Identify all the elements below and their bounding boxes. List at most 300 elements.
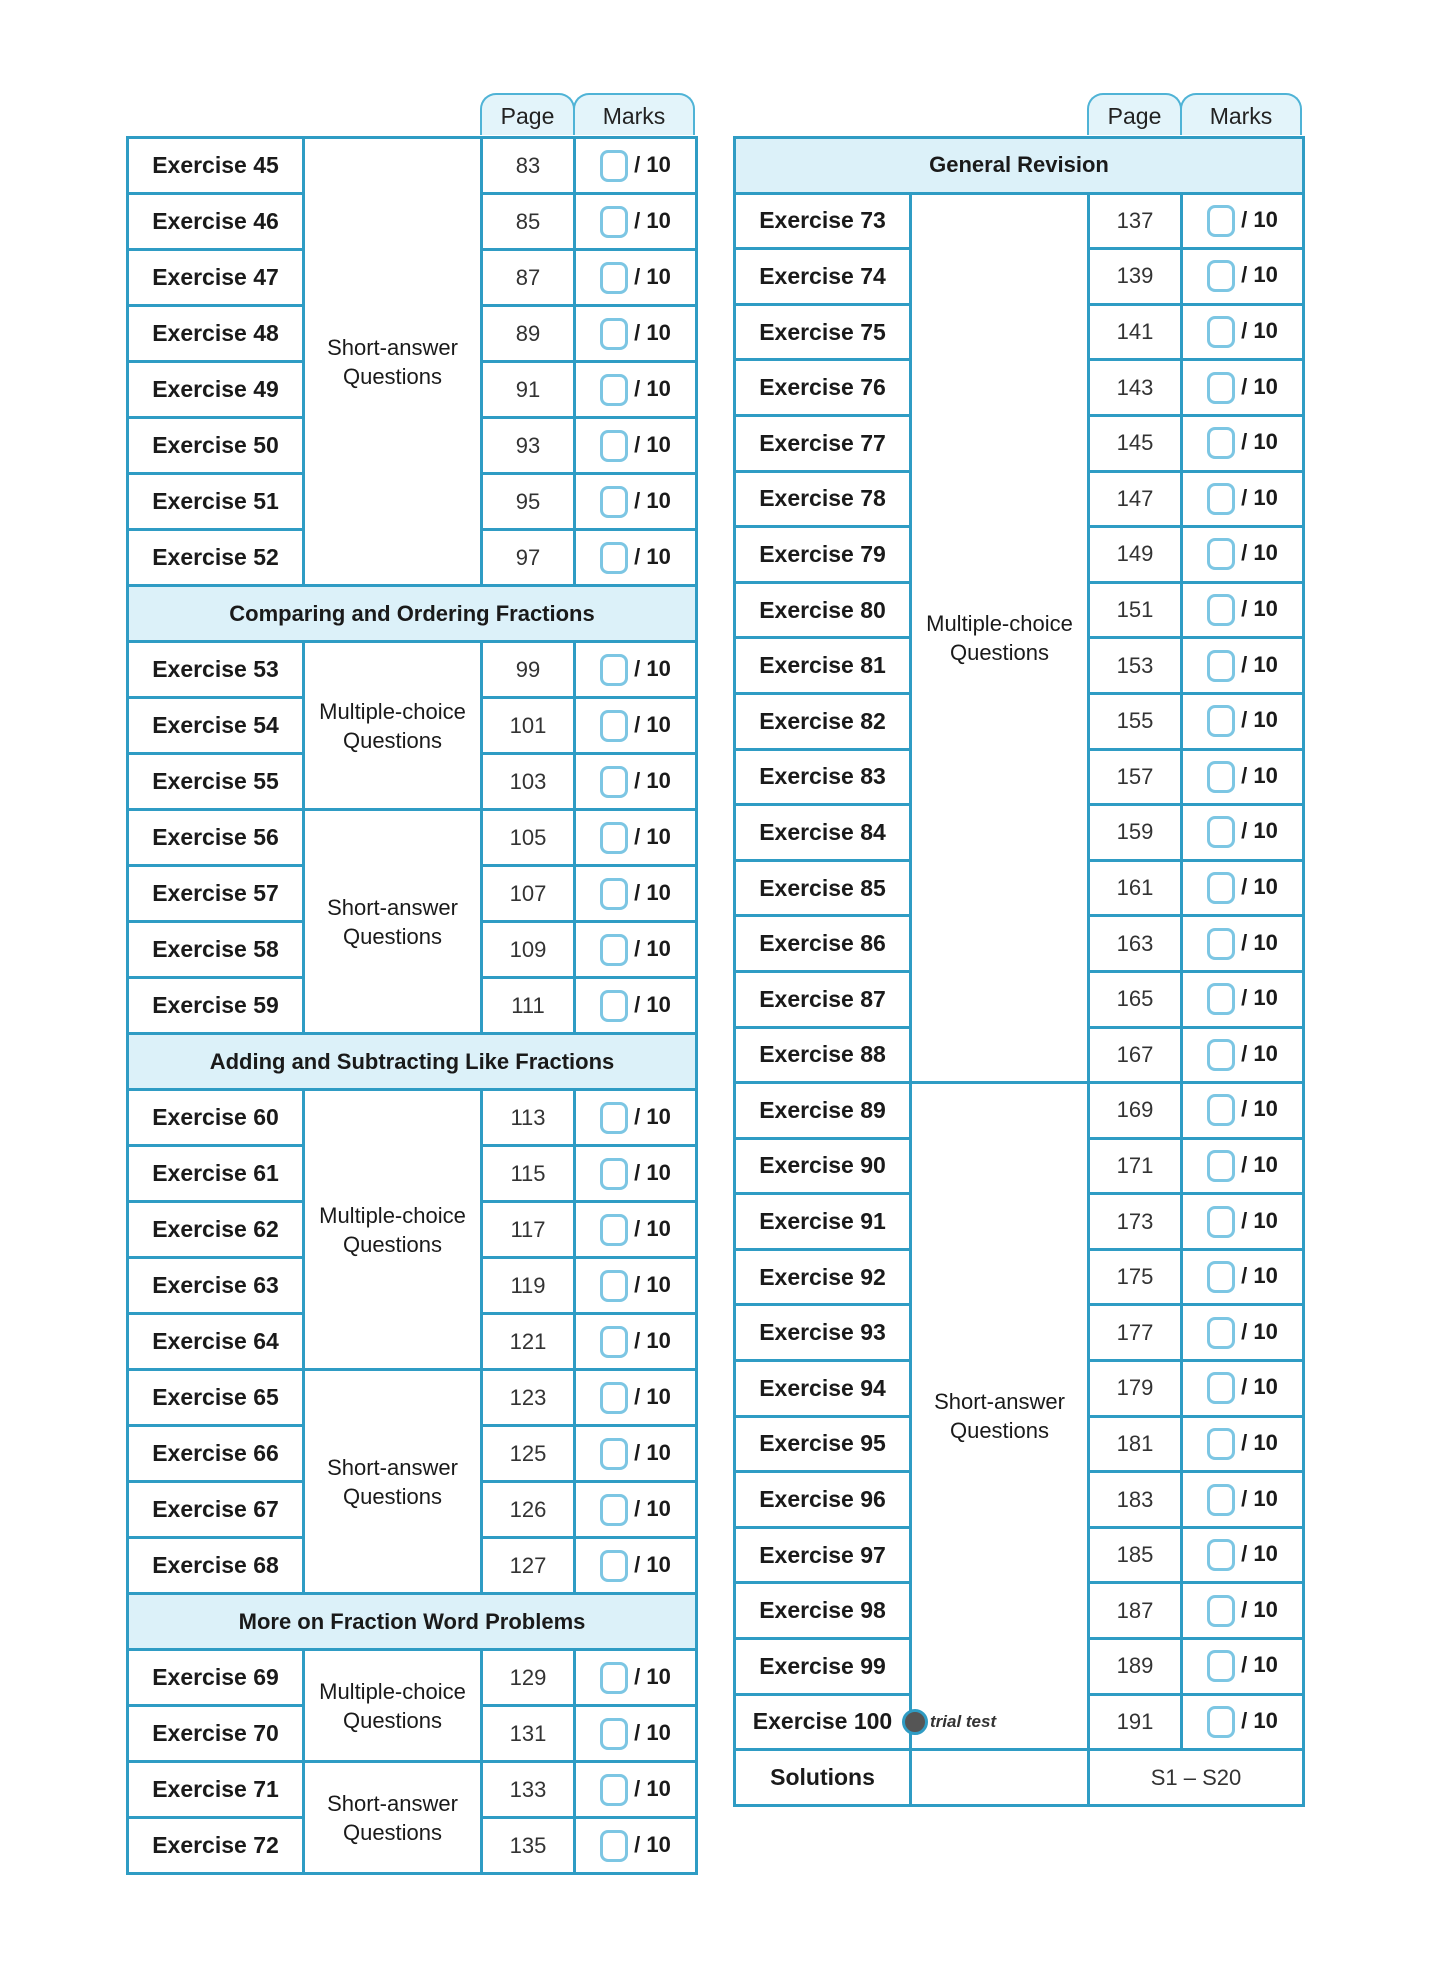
exercise-name: Exercise 68 bbox=[152, 1552, 279, 1578]
exercise-label bbox=[735, 527, 911, 583]
marks-input-box[interactable] bbox=[600, 1382, 628, 1414]
marks-total: / 10 bbox=[634, 1383, 671, 1409]
page-number: 143 bbox=[1089, 360, 1182, 416]
marks-input-box[interactable] bbox=[600, 878, 628, 910]
exercise-name: Exercise 97 bbox=[759, 1541, 886, 1568]
marks-input-box[interactable] bbox=[600, 654, 628, 686]
marks-total: / 10 bbox=[1241, 1540, 1278, 1566]
exercise-label bbox=[735, 1694, 997, 1750]
marks-input-box[interactable] bbox=[1207, 1150, 1235, 1182]
marks-total: / 10 bbox=[1241, 1318, 1278, 1344]
exercise-label bbox=[735, 1472, 911, 1528]
page-number: 115 bbox=[482, 1146, 575, 1202]
exercise-name: Exercise 81 bbox=[759, 652, 886, 679]
marks-input-box[interactable] bbox=[600, 766, 628, 798]
exercise-name: Exercise 49 bbox=[152, 376, 279, 402]
exercise-name: Exercise 87 bbox=[759, 985, 886, 1012]
marks-input-box[interactable] bbox=[600, 1774, 628, 1806]
exercise-name: Exercise 47 bbox=[152, 264, 279, 290]
marks-input-box[interactable] bbox=[1207, 1595, 1235, 1627]
exercise-label bbox=[735, 1583, 911, 1639]
marks-total: / 10 bbox=[634, 1551, 671, 1577]
marks-input-box[interactable] bbox=[600, 262, 628, 294]
empty-cell bbox=[911, 1750, 1089, 1806]
marks-cell bbox=[575, 418, 697, 474]
exercise-name: Exercise 63 bbox=[152, 1272, 279, 1298]
marks-cell bbox=[575, 306, 697, 362]
exercise-label bbox=[128, 138, 304, 194]
marks-total: / 10 bbox=[634, 543, 671, 569]
marks-input-box[interactable] bbox=[600, 374, 628, 406]
exercise-name: Exercise 53 bbox=[152, 656, 279, 682]
marks-total: / 10 bbox=[1241, 873, 1278, 899]
page-number: 181 bbox=[1089, 1416, 1182, 1472]
page-number: 99 bbox=[482, 642, 575, 698]
exercise-name: Exercise 93 bbox=[759, 1319, 886, 1346]
exercise-name: Exercise 75 bbox=[759, 318, 886, 345]
page-number: 145 bbox=[1089, 415, 1182, 471]
marks-total: / 10 bbox=[1241, 651, 1278, 677]
exercise-name: Exercise 67 bbox=[152, 1496, 279, 1522]
exercise-label bbox=[735, 1138, 911, 1194]
marks-total: / 10 bbox=[1241, 595, 1278, 621]
marks-cell bbox=[1182, 860, 1304, 916]
marks-cell bbox=[575, 922, 697, 978]
marks-input-box[interactable] bbox=[1207, 260, 1235, 292]
exercise-label bbox=[735, 860, 911, 916]
marks-total: / 10 bbox=[1241, 707, 1278, 733]
page-number: 103 bbox=[482, 754, 575, 810]
marks-total: / 10 bbox=[634, 1719, 671, 1745]
page-column-header: Page bbox=[1087, 93, 1182, 135]
marks-cell bbox=[1182, 971, 1304, 1027]
exercise-label bbox=[735, 1361, 911, 1417]
solutions-row bbox=[735, 1750, 1304, 1806]
marks-input-box[interactable] bbox=[600, 822, 628, 854]
exercise-label bbox=[128, 474, 304, 530]
marks-input-box[interactable] bbox=[600, 1326, 628, 1358]
exercise-name: Exercise 56 bbox=[152, 824, 279, 850]
exercise-name: Exercise 78 bbox=[759, 485, 886, 512]
exercise-label bbox=[128, 530, 304, 586]
page-number: 179 bbox=[1089, 1361, 1182, 1417]
marks-cell bbox=[1182, 1694, 1304, 1750]
marks-column-header: Marks bbox=[573, 93, 695, 135]
page-number: 95 bbox=[482, 474, 575, 530]
marks-total: / 10 bbox=[1241, 818, 1278, 844]
marks-cell bbox=[575, 1370, 697, 1426]
marks-input-box[interactable] bbox=[1207, 816, 1235, 848]
exercise-name: Exercise 46 bbox=[152, 208, 279, 234]
exercise-name: Exercise 85 bbox=[759, 874, 886, 901]
marks-cell bbox=[575, 866, 697, 922]
marks-total: / 10 bbox=[1241, 1652, 1278, 1678]
marks-total: / 10 bbox=[634, 431, 671, 457]
marks-total: / 10 bbox=[1241, 1040, 1278, 1066]
page-number: 147 bbox=[1089, 471, 1182, 527]
marks-cell bbox=[575, 1818, 697, 1874]
exercise-label bbox=[128, 1370, 304, 1426]
marks-cell bbox=[1182, 1305, 1304, 1361]
marks-input-box[interactable] bbox=[1207, 1650, 1235, 1682]
marks-cell bbox=[575, 1482, 697, 1538]
marks-input-box[interactable] bbox=[1207, 872, 1235, 904]
marks-input-box[interactable] bbox=[1207, 1484, 1235, 1516]
exercise-label bbox=[128, 810, 304, 866]
marks-cell bbox=[575, 474, 697, 530]
question-type: Multiple-choice Questions bbox=[911, 193, 1089, 1083]
marks-cell bbox=[1182, 1027, 1304, 1083]
exercise-row bbox=[128, 810, 697, 866]
marks-total: / 10 bbox=[634, 823, 671, 849]
marks-total: / 10 bbox=[1241, 1374, 1278, 1400]
marks-column-header: Marks bbox=[1180, 93, 1302, 135]
exercise-label bbox=[735, 360, 911, 416]
marks-cell bbox=[1182, 916, 1304, 972]
left-contents-table bbox=[126, 93, 695, 1875]
exercise-name: Exercise 96 bbox=[759, 1486, 886, 1513]
marks-cell bbox=[575, 978, 697, 1034]
marks-input-box[interactable] bbox=[1207, 538, 1235, 570]
marks-total: / 10 bbox=[634, 207, 671, 233]
page-number: 171 bbox=[1089, 1138, 1182, 1194]
question-type: Short-answer Questions bbox=[304, 1370, 482, 1594]
marks-input-box[interactable] bbox=[600, 1718, 628, 1750]
exercise-name: Exercise 86 bbox=[759, 930, 886, 957]
marks-total: / 10 bbox=[634, 1215, 671, 1241]
page-number: 161 bbox=[1089, 860, 1182, 916]
marks-input-box[interactable] bbox=[1207, 983, 1235, 1015]
page-number: 133 bbox=[482, 1762, 575, 1818]
marks-cell bbox=[575, 1650, 697, 1706]
exercise-name: Exercise 95 bbox=[759, 1430, 886, 1457]
page-number: 177 bbox=[1089, 1305, 1182, 1361]
marks-cell bbox=[575, 530, 697, 586]
marks-input-box[interactable] bbox=[1207, 650, 1235, 682]
marks-input-box[interactable] bbox=[1207, 1317, 1235, 1349]
marks-input-box[interactable] bbox=[600, 318, 628, 350]
page-number: 139 bbox=[1089, 249, 1182, 305]
marks-input-box[interactable] bbox=[600, 1494, 628, 1526]
marks-total: / 10 bbox=[1241, 262, 1278, 288]
exercise-name: Exercise 76 bbox=[759, 374, 886, 401]
marks-cell bbox=[575, 642, 697, 698]
page-number: 151 bbox=[1089, 582, 1182, 638]
page-number: 93 bbox=[482, 418, 575, 474]
marks-input-box[interactable] bbox=[1207, 1539, 1235, 1571]
exercise-name: Exercise 91 bbox=[759, 1208, 886, 1235]
page-number: 137 bbox=[1089, 193, 1182, 249]
trial-test-label: trial test bbox=[930, 1711, 997, 1731]
exercise-name: Exercise 50 bbox=[152, 432, 279, 458]
marks-input-box[interactable] bbox=[1207, 316, 1235, 348]
exercise-label bbox=[128, 1090, 304, 1146]
marks-input-box[interactable] bbox=[600, 710, 628, 742]
marks-total: / 10 bbox=[634, 935, 671, 961]
page-number: 119 bbox=[482, 1258, 575, 1314]
marks-cell bbox=[1182, 1083, 1304, 1139]
page-number: 83 bbox=[482, 138, 575, 194]
exercise-name: Exercise 72 bbox=[152, 1832, 279, 1858]
page-number: 89 bbox=[482, 306, 575, 362]
exercise-label bbox=[735, 638, 911, 694]
marks-cell bbox=[1182, 360, 1304, 416]
exercise-name: Exercise 98 bbox=[759, 1597, 886, 1624]
page-number: 111 bbox=[482, 978, 575, 1034]
exercise-name: Exercise 66 bbox=[152, 1440, 279, 1466]
marks-total: / 10 bbox=[634, 879, 671, 905]
page-number: 185 bbox=[1089, 1527, 1182, 1583]
marks-total: / 10 bbox=[1241, 762, 1278, 788]
page-number: 87 bbox=[482, 250, 575, 306]
page-number: 126 bbox=[482, 1482, 575, 1538]
marks-cell bbox=[1182, 1472, 1304, 1528]
exercise-name: Exercise 82 bbox=[759, 707, 886, 734]
exercise-label bbox=[128, 362, 304, 418]
exercise-label bbox=[735, 1527, 911, 1583]
section-title: Adding and Subtracting Like Fractions bbox=[128, 1034, 697, 1090]
page-number: 189 bbox=[1089, 1639, 1182, 1695]
section-title: Comparing and Ordering Fractions bbox=[128, 586, 697, 642]
marks-total: / 10 bbox=[634, 1831, 671, 1857]
marks-input-box[interactable] bbox=[1207, 705, 1235, 737]
marks-total: / 10 bbox=[1241, 206, 1278, 232]
marks-input-box[interactable] bbox=[1207, 594, 1235, 626]
marks-total: / 10 bbox=[1241, 484, 1278, 510]
marks-input-box[interactable] bbox=[600, 1830, 628, 1862]
exercise-name: Exercise 84 bbox=[759, 818, 886, 845]
marks-input-box[interactable] bbox=[1207, 1094, 1235, 1126]
page-number: 155 bbox=[1089, 693, 1182, 749]
exercise-name: Exercise 61 bbox=[152, 1160, 279, 1186]
exercise-label bbox=[128, 1202, 304, 1258]
question-type: Multiple-choice Questions bbox=[304, 1650, 482, 1762]
marks-total: / 10 bbox=[634, 1103, 671, 1129]
marks-input-box[interactable] bbox=[1207, 483, 1235, 515]
exercise-label bbox=[735, 415, 911, 471]
marks-total: / 10 bbox=[1241, 1151, 1278, 1177]
exercise-label bbox=[128, 1818, 304, 1874]
marks-cell bbox=[575, 362, 697, 418]
exercise-label bbox=[128, 1426, 304, 1482]
marks-total: / 10 bbox=[634, 487, 671, 513]
exercise-name: Exercise 45 bbox=[152, 152, 279, 178]
marks-input-box[interactable] bbox=[1207, 1706, 1235, 1738]
exercise-label bbox=[128, 250, 304, 306]
section-title: General Revision bbox=[735, 138, 1304, 194]
marks-cell bbox=[575, 1090, 697, 1146]
marks-cell bbox=[1182, 527, 1304, 583]
marks-input-box[interactable] bbox=[600, 990, 628, 1022]
marks-input-box[interactable] bbox=[1207, 761, 1235, 793]
marks-total: / 10 bbox=[634, 1663, 671, 1689]
marks-cell bbox=[1182, 1138, 1304, 1194]
marks-total: / 10 bbox=[634, 1271, 671, 1297]
marks-cell bbox=[575, 810, 697, 866]
page-number: 125 bbox=[482, 1426, 575, 1482]
exercise-label bbox=[735, 1416, 911, 1472]
marks-input-box[interactable] bbox=[600, 934, 628, 966]
exercise-name: Exercise 88 bbox=[759, 1041, 886, 1068]
exercise-name: Exercise 62 bbox=[152, 1216, 279, 1242]
page-number: 105 bbox=[482, 810, 575, 866]
exercise-name: Exercise 99 bbox=[759, 1652, 886, 1679]
marks-input-box[interactable] bbox=[1207, 1206, 1235, 1238]
marks-cell bbox=[575, 250, 697, 306]
marks-cell bbox=[1182, 805, 1304, 861]
marks-input-box[interactable] bbox=[600, 206, 628, 238]
marks-total: / 10 bbox=[1241, 1707, 1278, 1733]
marks-cell bbox=[575, 754, 697, 810]
page-number: 107 bbox=[482, 866, 575, 922]
marks-total: / 10 bbox=[1241, 1207, 1278, 1233]
marks-cell bbox=[1182, 693, 1304, 749]
marks-cell bbox=[1182, 1527, 1304, 1583]
marks-total: / 10 bbox=[1241, 929, 1278, 955]
exercise-name: Exercise 48 bbox=[152, 320, 279, 346]
contents-table bbox=[126, 136, 698, 1875]
marks-input-box[interactable] bbox=[600, 1550, 628, 1582]
section-header-row bbox=[735, 138, 1304, 194]
marks-cell bbox=[575, 138, 697, 194]
exercise-label bbox=[128, 1650, 304, 1706]
exercise-row bbox=[128, 1762, 697, 1818]
question-type: Short-answer Questions bbox=[304, 810, 482, 1034]
marks-input-box[interactable] bbox=[600, 1438, 628, 1470]
marks-input-box[interactable] bbox=[600, 1662, 628, 1694]
marks-input-box[interactable] bbox=[1207, 427, 1235, 459]
question-type: Multiple-choice Questions bbox=[304, 1090, 482, 1370]
exercise-label bbox=[128, 1482, 304, 1538]
exercise-row bbox=[128, 138, 697, 194]
marks-total: / 10 bbox=[1241, 540, 1278, 566]
column-tabs bbox=[126, 93, 695, 136]
exercise-name: Exercise 58 bbox=[152, 936, 279, 962]
marks-input-box[interactable] bbox=[1207, 928, 1235, 960]
exercise-label bbox=[128, 418, 304, 474]
marks-cell bbox=[1182, 582, 1304, 638]
exercise-name: Exercise 73 bbox=[759, 207, 886, 234]
marks-input-box[interactable] bbox=[600, 430, 628, 462]
exercise-label bbox=[128, 1538, 304, 1594]
exercise-name: Exercise 65 bbox=[152, 1384, 279, 1410]
marks-total: / 10 bbox=[1241, 317, 1278, 343]
page-number: 149 bbox=[1089, 527, 1182, 583]
exercise-name: Exercise 90 bbox=[759, 1152, 886, 1179]
marks-cell bbox=[575, 194, 697, 250]
exercise-row bbox=[735, 1083, 1304, 1139]
marks-total: / 10 bbox=[634, 1439, 671, 1465]
page-number: 153 bbox=[1089, 638, 1182, 694]
marks-input-box[interactable] bbox=[600, 1270, 628, 1302]
exercise-label bbox=[735, 249, 911, 305]
exercise-label bbox=[128, 698, 304, 754]
marks-total: / 10 bbox=[634, 711, 671, 737]
exercise-name: Exercise 80 bbox=[759, 596, 886, 623]
exercise-label bbox=[735, 1083, 911, 1139]
page-number: 135 bbox=[482, 1818, 575, 1874]
marks-input-box[interactable] bbox=[600, 1214, 628, 1246]
marks-cell bbox=[1182, 749, 1304, 805]
marks-input-box[interactable] bbox=[600, 486, 628, 518]
right-contents-table bbox=[733, 93, 1302, 1807]
page-number: 191 bbox=[1089, 1694, 1182, 1750]
trial-test-icon bbox=[902, 1709, 928, 1735]
page-number: 101 bbox=[482, 698, 575, 754]
page-number: 91 bbox=[482, 362, 575, 418]
marks-cell bbox=[575, 1202, 697, 1258]
exercise-label bbox=[128, 866, 304, 922]
page-number: 131 bbox=[482, 1706, 575, 1762]
marks-input-box[interactable] bbox=[600, 150, 628, 182]
exercise-name: Exercise 100 bbox=[752, 1708, 893, 1735]
exercise-name: Exercise 64 bbox=[152, 1328, 279, 1354]
page-number: 113 bbox=[482, 1090, 575, 1146]
exercise-name: Exercise 92 bbox=[759, 1263, 886, 1290]
exercise-label bbox=[735, 1305, 911, 1361]
exercise-name: Exercise 60 bbox=[152, 1104, 279, 1130]
exercise-name: Exercise 71 bbox=[152, 1776, 279, 1802]
exercise-row bbox=[128, 1090, 697, 1146]
marks-input-box[interactable] bbox=[1207, 1261, 1235, 1293]
exercise-label bbox=[128, 194, 304, 250]
page-number: 123 bbox=[482, 1370, 575, 1426]
marks-input-box[interactable] bbox=[600, 1158, 628, 1190]
marks-total: / 10 bbox=[634, 1495, 671, 1521]
marks-cell bbox=[575, 1314, 697, 1370]
contents-table bbox=[733, 136, 1305, 1807]
marks-cell bbox=[1182, 193, 1304, 249]
marks-cell bbox=[1182, 1416, 1304, 1472]
page-number: 165 bbox=[1089, 971, 1182, 1027]
marks-input-box[interactable] bbox=[1207, 1428, 1235, 1460]
exercise-label bbox=[128, 642, 304, 698]
exercise-label bbox=[735, 916, 911, 972]
marks-total: / 10 bbox=[634, 655, 671, 681]
marks-cell bbox=[575, 698, 697, 754]
marks-input-box[interactable] bbox=[600, 1102, 628, 1134]
page-number: 167 bbox=[1089, 1027, 1182, 1083]
marks-total: / 10 bbox=[634, 1327, 671, 1353]
marks-cell bbox=[575, 1538, 697, 1594]
exercise-name: Exercise 94 bbox=[759, 1374, 886, 1401]
section-header-row bbox=[128, 1034, 697, 1090]
exercise-label bbox=[128, 306, 304, 362]
exercise-name: Exercise 57 bbox=[152, 880, 279, 906]
exercise-row bbox=[128, 642, 697, 698]
marks-cell bbox=[575, 1762, 697, 1818]
page-number: 175 bbox=[1089, 1249, 1182, 1305]
marks-cell bbox=[1182, 471, 1304, 527]
page-number: 159 bbox=[1089, 805, 1182, 861]
marks-total: / 10 bbox=[1241, 1429, 1278, 1455]
marks-input-box[interactable] bbox=[1207, 1039, 1235, 1071]
page-number: 173 bbox=[1089, 1194, 1182, 1250]
exercise-label bbox=[735, 805, 911, 861]
marks-input-box[interactable] bbox=[600, 542, 628, 574]
marks-total: / 10 bbox=[634, 1159, 671, 1185]
marks-total: / 10 bbox=[634, 375, 671, 401]
marks-cell bbox=[1182, 1583, 1304, 1639]
marks-input-box[interactable] bbox=[1207, 1372, 1235, 1404]
marks-total: / 10 bbox=[634, 767, 671, 793]
column-tabs bbox=[733, 93, 1302, 136]
marks-input-box[interactable] bbox=[1207, 372, 1235, 404]
page-number: 121 bbox=[482, 1314, 575, 1370]
marks-total: / 10 bbox=[1241, 1262, 1278, 1288]
exercise-label bbox=[128, 1706, 304, 1762]
marks-input-box[interactable] bbox=[1207, 205, 1235, 237]
